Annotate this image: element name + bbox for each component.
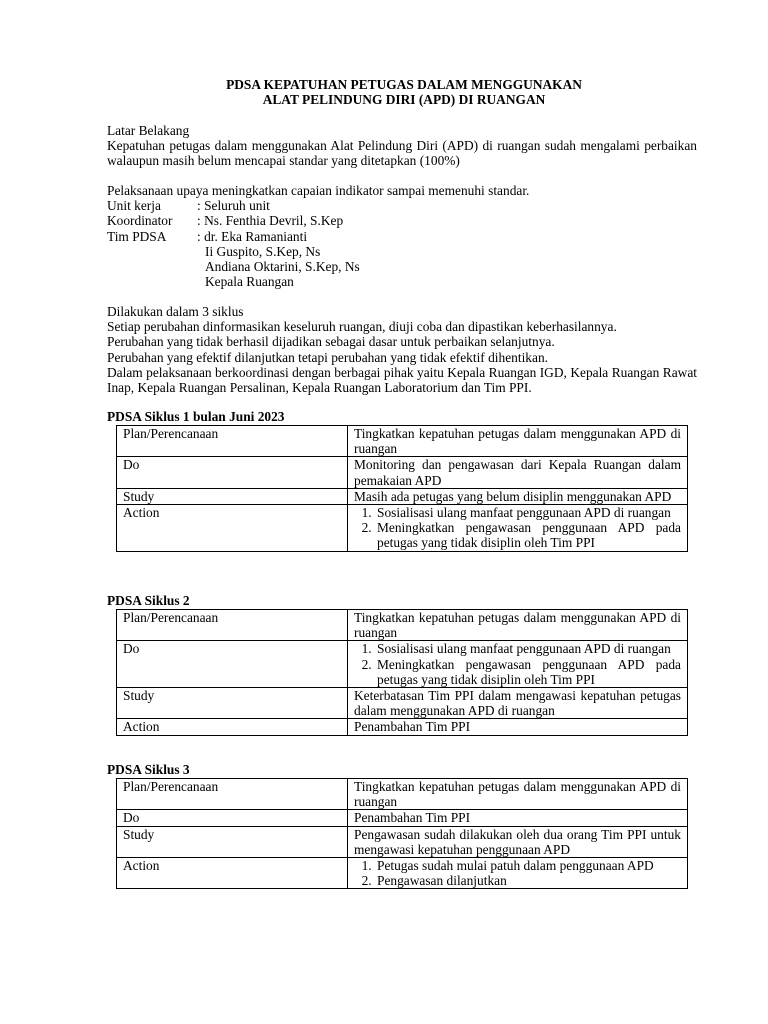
action-list (354, 858, 681, 888)
unit-value: : Seluruh unit (197, 198, 270, 214)
plan-value: Tingkatkan kepatuhan petugas dalam menggunakan APD di ruangan (348, 426, 688, 457)
background-heading: Latar Belakang (107, 123, 190, 138)
do-label: Do (117, 810, 348, 826)
list-item: 1. Sosialisasi ulang manfaat penggunaan APD di ruangan (375, 641, 681, 656)
action-value (348, 858, 688, 889)
info-section (107, 183, 697, 289)
team-member: Andiana Oktarini, S.Kep, Ns (205, 259, 360, 275)
list-item: 1. Petugas sudah mulai patuh dalam penggunaan APD (375, 858, 681, 873)
list-item: 2. Meningkatkan pengawasan penggunaan APD pada petugas yang tidak disiplin oleh Tim PPI (375, 520, 681, 550)
action-list (354, 505, 681, 551)
title-line-2: ALAT PELINDUNG DIRI (APD) DI RUANGAN (262, 92, 546, 108)
cycles-intro-line: Dalam pelaksanaan berkoordinasi dengan berbagai pihak yaitu Kepala Ruangan IGD, Kepala Ruangan Rawat Inap, Kepala Ruangan Persalinan, Kepala Ruangan Laboratorium dan Tim PPI. (107, 364, 697, 396)
do-value: Penambahan Tim PPI (348, 810, 688, 826)
plan-value: Tingkatkan kepatuhan petugas dalam menggunakan APD di ruangan (348, 779, 688, 810)
cycles-intro-line: Setiap perubahan dinformasikan keseluruh ruangan, diuji coba dan dipastikan keberhasilannya. (107, 319, 617, 335)
list-item: 2. Pengawasan dilanjutkan (375, 873, 681, 888)
table-row (117, 779, 688, 810)
action-value: Penambahan Tim PPI (348, 719, 688, 735)
team-member: Kepala Ruangan (205, 274, 294, 290)
study-label: Study (117, 826, 348, 857)
table-row (117, 505, 688, 552)
study-value: Masih ada petugas yang belum disiplin menggunakan APD (348, 488, 688, 504)
table-row (117, 688, 688, 719)
table-row (117, 488, 688, 504)
background-text: Kepatuhan petugas dalam menggunakan Alat Pelindung Diri (APD) di ruangan sudah mengalami perbaikan walaupun masih belum mencapai standar yang ditetapkan (100%) (107, 138, 697, 169)
table-row (117, 858, 688, 889)
unit-label: Unit kerja (107, 198, 161, 214)
cycle-2-title: PDSA Siklus 2 (107, 593, 190, 608)
title-line-1: PDSA KEPATUHAN PETUGAS DALAM MENGGUNAKAN (226, 77, 582, 92)
coordinator-value: : Ns. Fenthia Devril, S.Kep (197, 213, 344, 229)
list-item: 2. Meningkatkan pengawasan penggunaan APD pada petugas yang tidak disiplin oleh Tim PPI (375, 657, 681, 687)
table-row (117, 810, 688, 826)
plan-value: Tingkatkan kepatuhan petugas dalam menggunakan APD di ruangan (348, 610, 688, 641)
info-row-coordinator (107, 213, 697, 228)
document-title (0, 77, 768, 107)
do-label: Do (117, 641, 348, 688)
action-label: Action (117, 858, 348, 889)
info-row-unit (107, 198, 697, 213)
cycles-intro-line: Perubahan yang efektif dilanjutkan tetapi perubahan yang tidak efektif dihentikan. (107, 349, 548, 365)
plan-label: Plan/Perencanaan (117, 426, 348, 457)
cycle-3-table (116, 778, 688, 889)
action-label: Action (117, 505, 348, 552)
study-value: Pengawasan sudah dilakukan oleh dua orang Tim PPI untuk mengawasi kepatuhan penggunaan APD (348, 826, 688, 857)
cycles-intro-line: Perubahan yang tidak berhasil dijadikan sebagai dasar untuk perbaikan selanjutnya. (107, 334, 555, 350)
do-label: Do (117, 457, 348, 488)
study-value: Keterbatasan Tim PPI dalam mengawasi kepatuhan petugas dalam menggunakan APD di ruangan (348, 688, 688, 719)
table-row (117, 826, 688, 857)
plan-label: Plan/Perencanaan (117, 779, 348, 810)
do-value (348, 641, 688, 688)
cycle-1-title: PDSA Siklus 1 bulan Juni 2023 (107, 409, 285, 424)
action-value (348, 505, 688, 552)
cycle-3-title: PDSA Siklus 3 (107, 762, 190, 777)
info-row-team (107, 229, 697, 244)
table-row (117, 641, 688, 688)
do-value: Monitoring dan pengawasan dari Kepala Ruangan dalam pemakaian APD (348, 457, 688, 488)
table-row (117, 610, 688, 641)
cycle-2-table (116, 609, 688, 736)
cycles-intro-section (107, 304, 697, 395)
study-label: Study (117, 488, 348, 504)
table-row (117, 457, 688, 488)
do-list (354, 641, 681, 687)
coordinator-label: Koordinator (107, 213, 173, 229)
plan-label: Plan/Perencanaan (117, 610, 348, 641)
action-label: Action (117, 719, 348, 735)
background-section (107, 123, 697, 169)
effort-text: Pelaksanaan upaya meningkatkan capaian indikator sampai memenuhi standar. (107, 183, 530, 198)
cycle-1-table (116, 425, 688, 552)
list-item: 1. Sosialisasi ulang manfaat penggunaan APD di ruangan (375, 505, 681, 520)
team-member: Ii Guspito, S.Kep, Ns (205, 243, 321, 259)
cycles-intro-line: Dilakukan dalam 3 siklus (107, 304, 244, 319)
team-value: : dr. Eka Ramanianti (197, 228, 308, 244)
table-row (117, 719, 688, 735)
study-label: Study (117, 688, 348, 719)
team-label: Tim PDSA (107, 228, 167, 244)
table-row (117, 426, 688, 457)
